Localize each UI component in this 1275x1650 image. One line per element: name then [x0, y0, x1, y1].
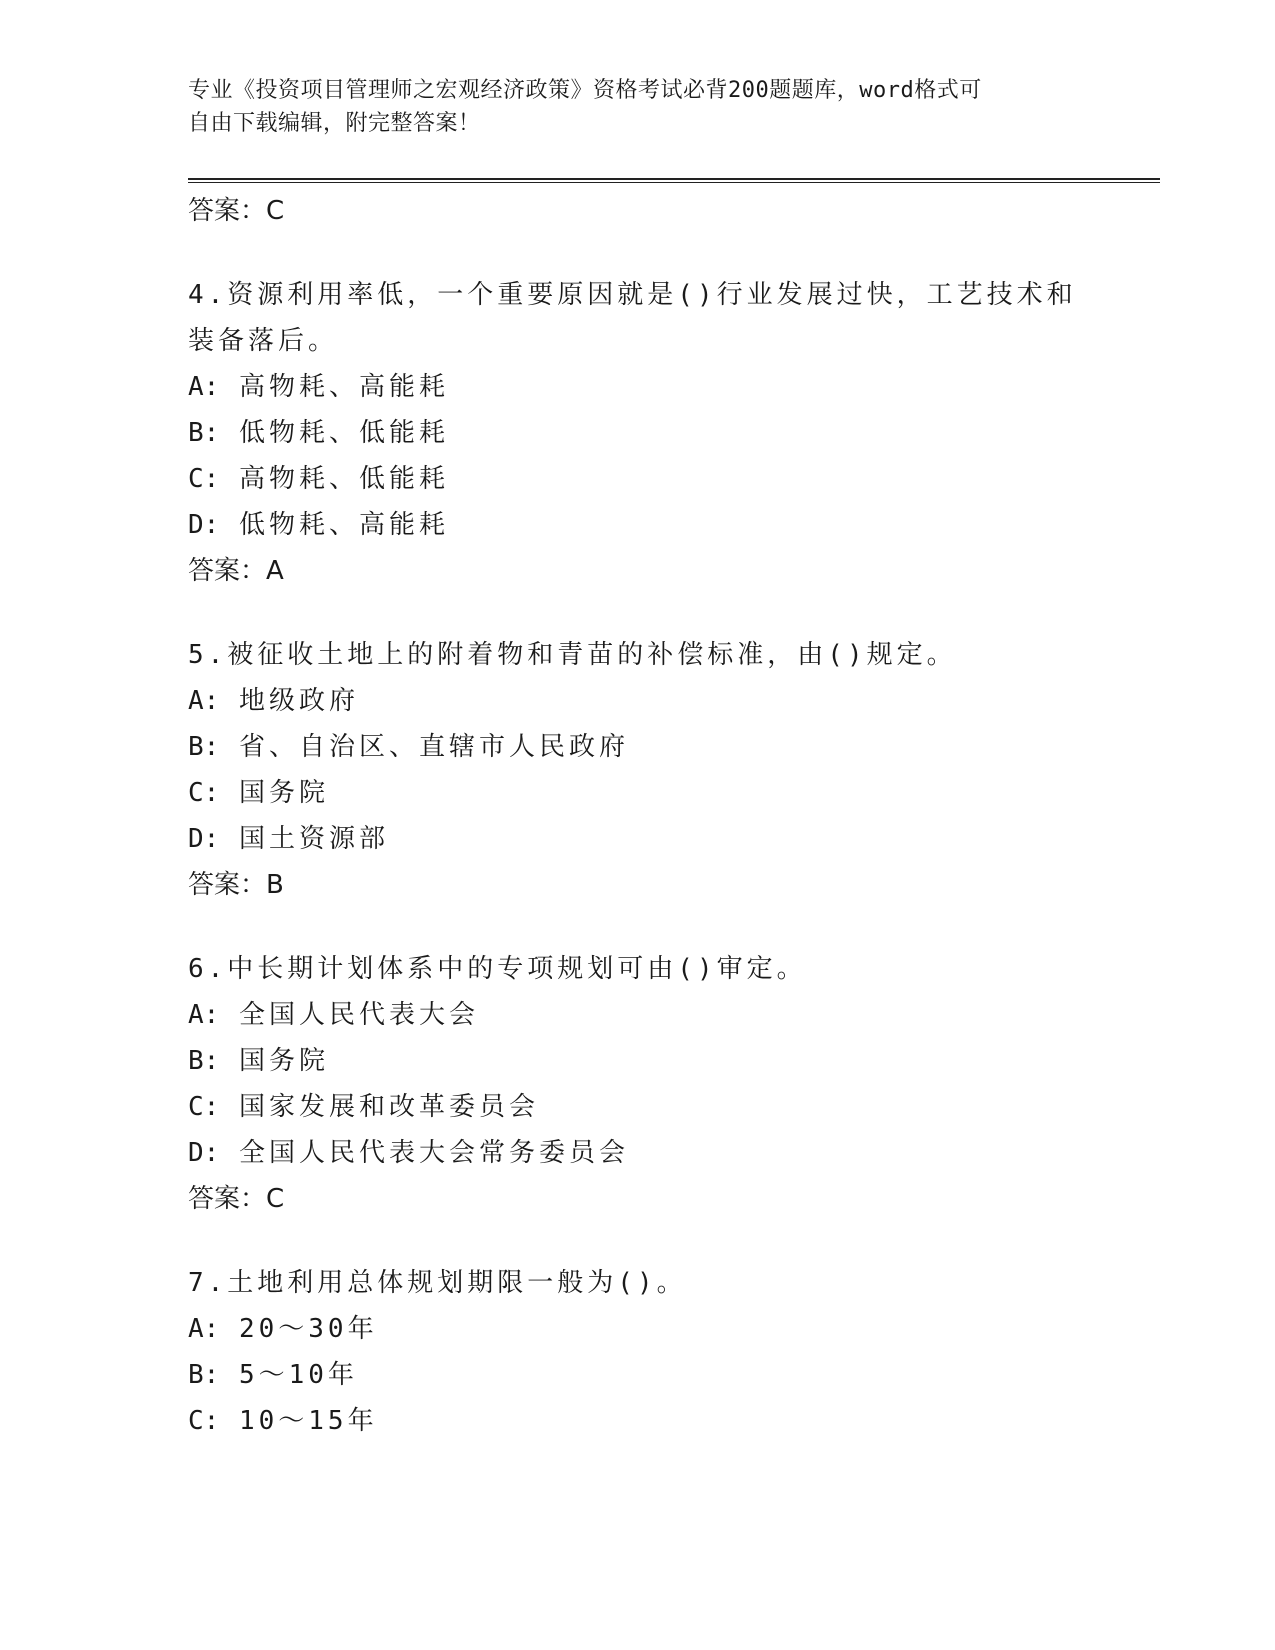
- answer-line: 答案：A: [188, 556, 284, 586]
- question-stem: 4.资源利用率低，一个重要原因就是()行业发展过快，工艺技术和装备落后。: [188, 280, 1077, 356]
- option-c: C: 高物耗、低能耗: [188, 464, 449, 494]
- option-b: B: 低物耗、低能耗: [188, 418, 449, 448]
- option-a: A: 地级政府: [188, 686, 359, 716]
- question-stem: 6.中长期计划体系中的专项规划可由()审定。: [188, 954, 807, 984]
- header-line-2: 自由下载编辑，附完整答案！: [188, 111, 481, 136]
- question-list: [188, 188, 1088, 1444]
- option-d: D: 国土资源部: [188, 824, 389, 854]
- page-header: [188, 74, 1088, 140]
- header-line-1: 专业《投资项目管理师之宏观经济政策》资格考试必背200题题库，word格式可: [188, 78, 982, 103]
- option-b: B: 5～10年: [188, 1360, 358, 1390]
- question-stem: 7.土地利用总体规划期限一般为()。: [188, 1268, 687, 1298]
- option-c: C: 10～15年: [188, 1406, 378, 1436]
- question-7: [188, 1260, 1088, 1444]
- option-b: B: 省、自治区、直辖市人民政府: [188, 732, 629, 762]
- option-c: C: 国务院: [188, 778, 329, 808]
- option-d: D: 全国人民代表大会常务委员会: [188, 1138, 629, 1168]
- question-4: [188, 272, 1088, 594]
- header-divider: [188, 178, 1160, 183]
- option-a: A: 20～30年: [188, 1314, 378, 1344]
- option-a: A: 高物耗、高能耗: [188, 372, 449, 402]
- question-6: [188, 946, 1088, 1222]
- answer-line: 答案：B: [188, 870, 284, 900]
- option-a: A: 全国人民代表大会: [188, 1000, 479, 1030]
- answer-line: 答案：C: [188, 196, 285, 226]
- question-5: [188, 632, 1088, 908]
- answer-line: 答案：C: [188, 1184, 285, 1214]
- question-stem: 5.被征收土地上的附着物和青苗的补偿标准，由()规定。: [188, 640, 957, 670]
- option-c: C: 国家发展和改革委员会: [188, 1092, 539, 1122]
- option-d: D: 低物耗、高能耗: [188, 510, 449, 540]
- option-b: B: 国务院: [188, 1046, 329, 1076]
